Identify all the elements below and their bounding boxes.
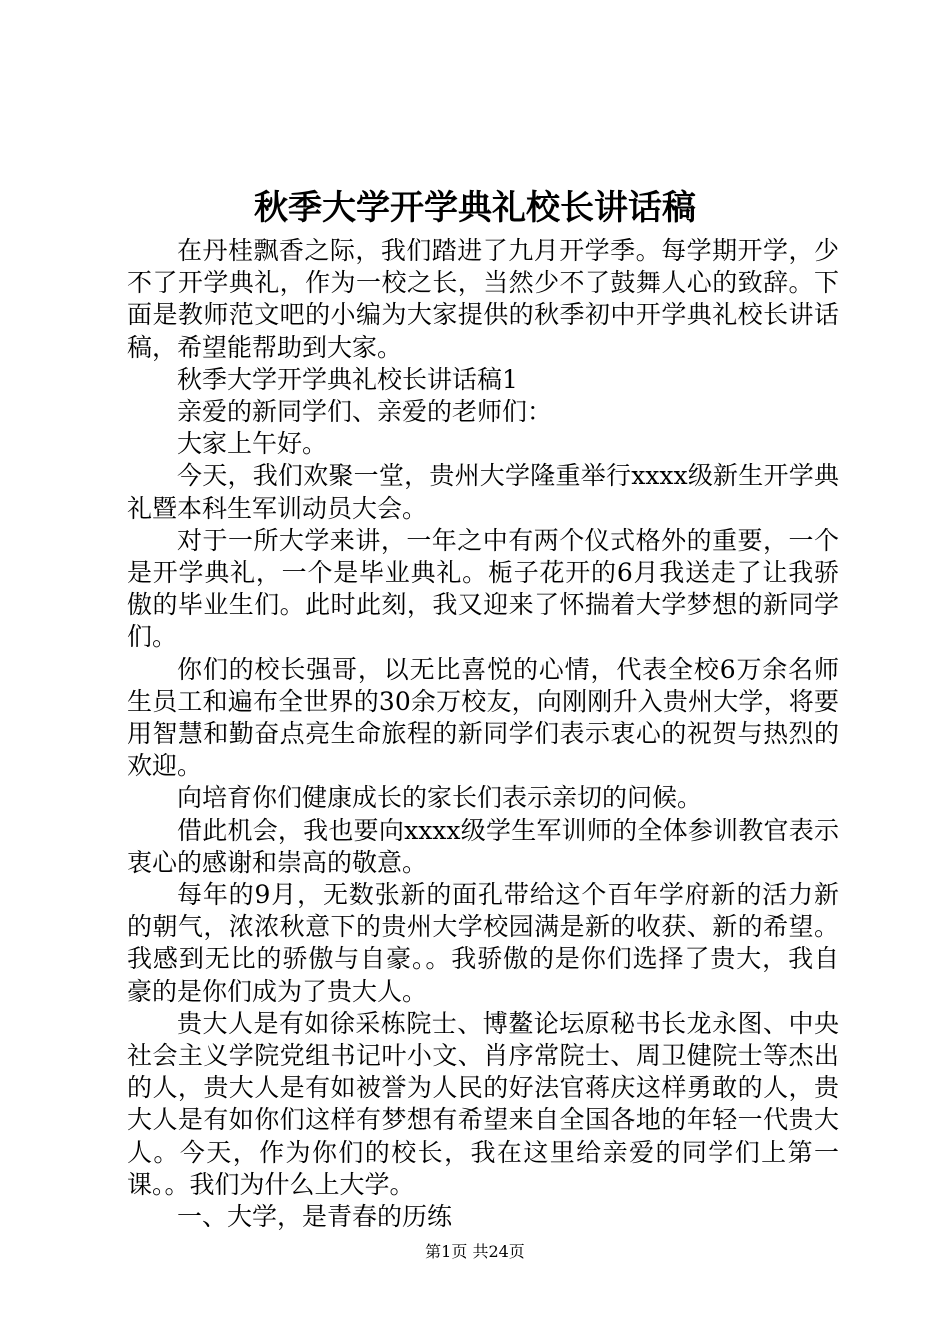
section-heading: 秋季大学开学典礼校长讲话稿1 (177, 364, 518, 394)
body-paragraph: 向培育你们健康成长的家长们表示亲切的问候。 (177, 783, 703, 813)
document-body (127, 235, 839, 1233)
body-paragraph: 对于一所大学来讲，一年之中有两个仪式格外的重要，一个是开学典礼，一个是毕业典礼。栀子花开的6月我送走了让我骄傲的毕业生们。此时此刻，我又迎来了怀揣着大学梦想的新同学们。 (127, 525, 839, 652)
body-paragraph: 今天，我们欢聚一堂，贵州大学隆重举行xxxx级新生开学典礼暨本科生军训动员大会。 (127, 461, 839, 523)
body-paragraph: 你们的校长强哥，以无比喜悦的心情，代表全校6万余名师生员工和遍布全世界的30余万校友，向刚刚升入贵州大学，将要用智慧和勤奋点亮生命旅程的新同学们表示衷心的祝贺与热烈的欢迎。 (127, 654, 839, 781)
intro-paragraph: 在丹桂飘香之际，我们踏进了九月开学季。每学期开学，少不了开学典礼，作为一校之长，当然少不了鼓舞人心的致辞。下面是教师范文吧的小编为大家提供的秋季初中开学典礼校长讲话稿，希望能帮助到大家。 (127, 236, 839, 362)
body-paragraph: 借此机会，我也要向xxxx级学生军训师的全体参训教官表示衷心的感谢和崇高的敬意。 (127, 815, 839, 877)
document-title: 秋季大学开学典礼校长讲话稿 (254, 188, 696, 228)
subsection-heading: 一、大学，是青春的历练 (177, 1202, 453, 1232)
body-paragraph: 每年的9月，无数张新的面孔带给这个百年学府新的活力新的朝气，浓浓秋意下的贵州大学校园满是新的收获、新的希望。我感到无比的骄傲与自豪。。我骄傲的是你们选择了贵大，我自豪的是你们成为了贵大人。 (127, 880, 839, 1006)
page-number-footer: 第1页 共24页 (425, 1242, 525, 1261)
salutation: 亲爱的新同学们、亲爱的老师们： (177, 397, 553, 427)
body-paragraph: 贵大人是有如徐采栋院士、博鳌论坛原秘书长龙永图、中央社会主义学院党组书记叶小文、肖序常院士、周卫健院士等杰出的人，贵大人是有如被誉为人民的好法官蒋庆这样勇敢的人，贵大人是有如你们这样有梦想有希望来自全国各地的年轻一代贵大人。今天，作为你们的校长，我在这里给亲爱的同学们上第一课。。我们为什么上大学。 (127, 1008, 839, 1199)
greeting: 大家上午好。 (177, 429, 328, 459)
